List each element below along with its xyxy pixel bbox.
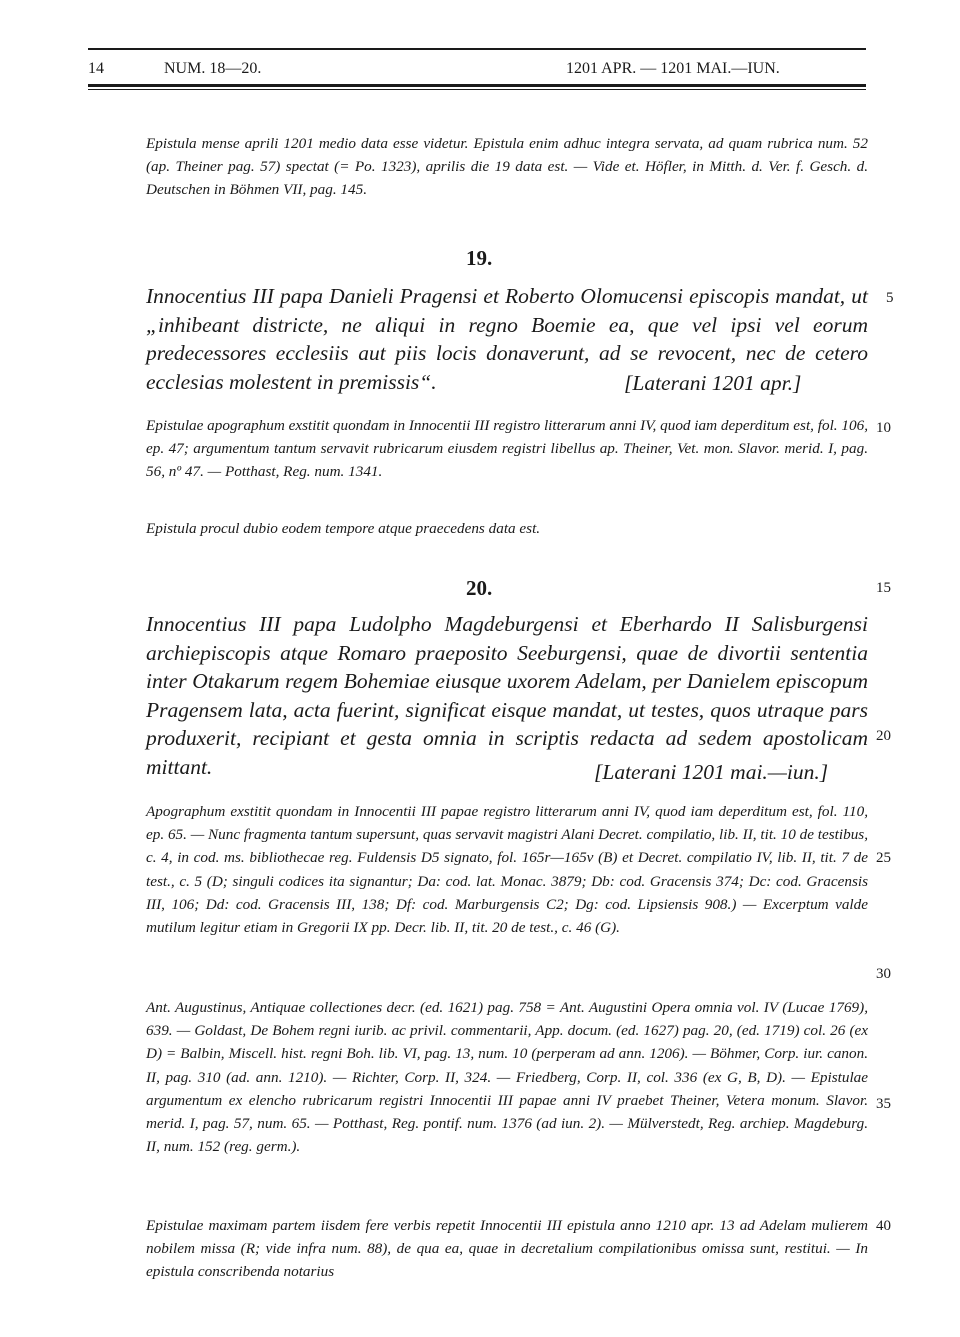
line-number: 25 xyxy=(876,850,891,866)
intro-note: Epistula mense aprili 1201 medio data esse videtur. Epistula enim adhuc integra servata, ad quam rubrica num. 52 (ap. Theiner pag. 57) spectat (= Po. 1323), aprilis die 19 data est. — Vide et. Höfler, in Mitth. d. Ver. f. Gesch. d. Deutschen in Böhmen VII, pag. 145. xyxy=(146,135,868,199)
doc19-regest: Innocentius III papa Danieli Pragensi et Roberto Olomucensi episcopis mandat, ut „inhibeant districte, ne aliqui in regno Boemie ea, que vel ipsi vel eorum predecessores ecclesiis aut piis locis donaverunt, ad se revocent, nec de cetero ecclesias molestent in premissis“. xyxy=(146,284,868,394)
header-num-range: NUM. 18—20. xyxy=(164,60,262,77)
doc20-number: 20. xyxy=(466,576,493,600)
line-number: 40 xyxy=(876,1218,891,1234)
header-rule-bottom xyxy=(88,84,866,87)
doc20-note-2: Ant. Augustinus, Antiquae collectiones decr. (ed. 1621) pag. 758 = Ant. Augustini Opera omnia vol. IV (Lucae 1769), 639. — Goldast, De Bohem regni iurib. ac privil. commentarii, App. docum. (ed. 1627) pag. 20, (ed. 1719) col. 26 (ex D) = Balbin, Miscell. hist. regni Boh. lib. VI, pag. 13, num. 10 (perperam ad ann. 1206). — Böhmer, Corp. iur. canon. II, pag. 310 (ad. ann. 1210). — Richter, Corp. II, 324. — Friedberg, Corp. II, col. 336 (ex G, B, D). — Epistulae argumentum ex elencho rubricarum registri Innocentii III papae anni IV praebet Theiner, Vetera monum. Slavor. merid. I, pag. 57, num. 65. — Potthast, Reg. pontif. num. 1376 (ad iun. 2). — Mülverstedt, Reg. archiep. Magdeburg. II, num. 152 (reg. germ.). xyxy=(146,999,868,1156)
doc19-number: 19. xyxy=(466,246,493,270)
line-number: 5 xyxy=(886,290,894,306)
doc19-note-2: Epistula procul dubio eodem tempore atque praecedens data est. xyxy=(146,520,541,537)
header-rule-top xyxy=(88,48,866,50)
doc20-note-1: Apographum exstitit quondam in Innocentii III papae registro litterarum anni IV, quod iam deperditum est, fol. 110, ep. 65. — Nunc fragmenta tantum supersunt, quas servavit magistri Alani Decret. compilatio, lib. II, tit. 10 de testibus, c. 4, in cod. ms. bibliothecae reg. Fuldensis D5 signato, fol. 165r—165v (B) et Decret. compilatio IV, lib. II, tit. 7 de test., c. 5 (D; singuli codices ita signantur; Da: cod. lat. Monac. 3879; Db: cod. Gracensis 374; Dc: cod. Gracensis III, 106; Dd: cod. Gracensis III, 138; Df: cod. Marburgensis C2; Dg: cod. Lipsiensis 908.) — Excerptum valde mutilum legitur etiam in Gregorii IX pp. Decr. lib. II, tit. 20 de test., c. 46 (G). xyxy=(146,803,868,937)
line-number: 30 xyxy=(876,966,891,982)
line-number: 10 xyxy=(876,420,891,436)
page-number: 14 xyxy=(88,60,104,77)
header-date-range: 1201 APR. — 1201 MAI.—IUN. xyxy=(566,60,780,77)
doc20-date: [Laterani 1201 mai.—iun.] xyxy=(594,760,829,784)
doc20-regest: Innocentius III papa Ludolpho Magdeburgensi et Eberhardo II Salisburgensi archiepiscopis atque Romaro praeposito Seeburgensi, quae de divortii sententia inter Otakarum regem Bohemiae eiusque uxorem Adelam, per Danielem episcopum Pragensem lata, acta fuerint, significat eisque mandat, ut testes, quos utraque pars produxerit, recipiant et gesta omnia in scriptis redacta ad sedem apostolicam mittant. xyxy=(146,612,868,779)
running-header xyxy=(88,60,866,80)
line-number: 15 xyxy=(876,580,891,596)
line-number: 20 xyxy=(876,728,891,744)
line-number: 35 xyxy=(876,1096,891,1112)
header-rule-bottom-thin xyxy=(88,89,866,90)
doc19-note-1: Epistulae apographum exstitit quondam in Innocentii III registro litterarum anni IV, quod iam deperditum est, fol. 106, ep. 47; argumentum tantum servavit rubricarum eiusdem registri libellus ap. Theiner, Vet. mon. Slavor. merid. I, pag. 56, nº 47. — Potthast, Reg. num. 1341. xyxy=(146,417,868,481)
doc20-note-3: Epistulae maximam partem iisdem fere verbis repetit Innocentii III epistula anno 1210 apr. 13 ad Adelam mulierem nobilem missa (R; vide infra num. 88), de qua ea, quae in decretalium compilationibus omissa sunt, restitui. — In epistula conscribenda notarius xyxy=(146,1217,868,1281)
doc19-date: [Laterani 1201 apr.] xyxy=(624,371,802,395)
